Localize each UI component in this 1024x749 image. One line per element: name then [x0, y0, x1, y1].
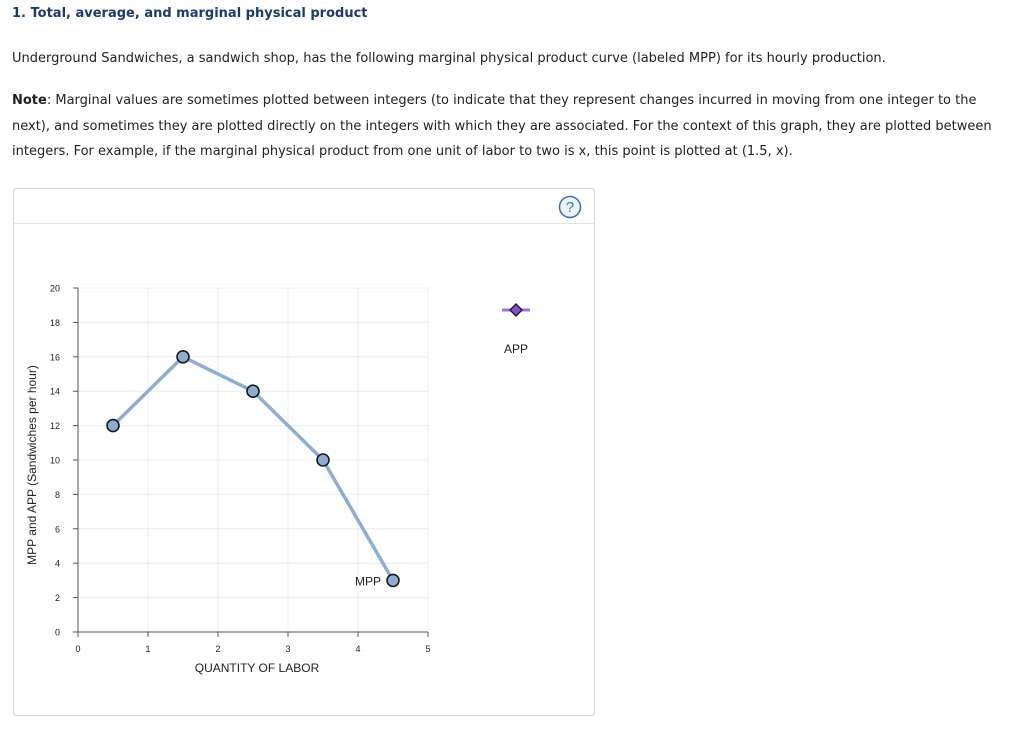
y-tick-label: 20 [49, 283, 60, 294]
y-axis-label: MPP and APP (Sandwiches per hour) [25, 365, 39, 565]
x-tick-label: 4 [355, 644, 361, 654]
mpp-point [107, 420, 119, 432]
mpp-point [387, 574, 399, 586]
x-tick-label: 3 [285, 644, 291, 654]
app-legend-diamond [510, 304, 522, 316]
y-tick-label: 8 [54, 489, 60, 500]
note-label: Note [12, 93, 47, 108]
y-tick-label: 18 [49, 317, 60, 328]
app-legend-label: APP [503, 342, 529, 356]
x-tick-label: 5 [425, 644, 431, 654]
x-tick-label: 0 [75, 644, 81, 654]
help-symbol: ? [565, 199, 575, 216]
mpp-point [247, 385, 259, 397]
y-tick-label: 14 [49, 386, 60, 397]
y-tick-label: 2 [54, 593, 60, 604]
mpp-point [177, 351, 189, 363]
x-tick-label: 2 [215, 644, 221, 654]
y-tick-label: 4 [54, 558, 60, 569]
y-tick-label: 16 [49, 352, 60, 363]
note-body: : Marginal values are sometimes plotted between integers (to indicate that they represent changes incurred in moving from one integer to the next), and sometimes they are plotted directly on the integers with which they are associated. For the context of this graph, they are plotted between integers. For example, if the marginal physical product from one unit of labor to two is x, this point is plotted at (1.5, x). [12, 93, 992, 159]
page-title: 1. Total, average, and marginal physical product [12, 6, 368, 21]
intro-text: Underground Sandwiches, a sandwich shop, has the following marginal physical product curve (labeled MPP) for its hourly production. [12, 51, 886, 66]
mpp-label: MPP [354, 574, 381, 589]
y-tick-label: 12 [49, 421, 60, 432]
y-tick-label: 6 [54, 524, 60, 535]
mpp-point [317, 454, 329, 466]
y-tick-label: 0 [54, 627, 60, 638]
y-tick-label: 10 [49, 455, 60, 466]
x-axis-label: QUANTITY OF LABOR [194, 661, 320, 675]
x-tick-label: 1 [145, 644, 151, 654]
